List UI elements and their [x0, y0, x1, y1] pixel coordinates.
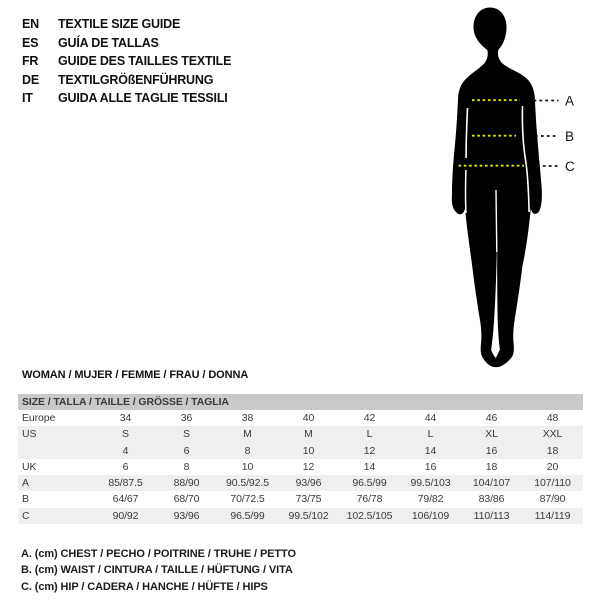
size-cell: 6	[122, 460, 129, 473]
language-row-es	[22, 34, 231, 53]
size-cell: 18	[485, 460, 498, 473]
row-label: US	[22, 428, 37, 441]
size-cell: 88/90	[173, 477, 200, 490]
size-cell: 90.5/92.5	[226, 477, 269, 490]
row-label: B	[22, 493, 29, 506]
size-cell: 12	[302, 460, 315, 473]
size-cell: 85/87.5	[108, 477, 143, 490]
language-row-fr	[22, 52, 231, 71]
table-row-waist-b	[18, 491, 583, 507]
size-cell: 10	[241, 460, 254, 473]
size-cell: 90/92	[112, 509, 139, 522]
size-cell: 40	[302, 412, 315, 424]
size-cell: 48	[546, 412, 559, 424]
size-cell: 106/109	[411, 509, 450, 522]
language-row-it	[22, 89, 231, 108]
measurement-notes	[21, 546, 296, 595]
hip-label-c: C	[565, 159, 575, 174]
language-code: ES	[22, 35, 39, 50]
size-cell: S	[122, 428, 129, 441]
language-code: IT	[22, 91, 33, 105]
language-guide-block	[22, 15, 231, 108]
row-label: A	[22, 477, 29, 490]
size-cell: 34	[119, 412, 132, 424]
language-title: TEXTILGRÖßENFÜHRUNG	[58, 72, 214, 87]
size-cell: 83/86	[478, 493, 505, 506]
size-cell: S	[183, 428, 190, 441]
note-waist: B. (cm) WAIST / CINTURA / TAILLE / HÜFTUNG / VITA	[21, 564, 293, 577]
size-cell: 102.5/105	[346, 509, 393, 522]
size-cell: 107/110	[534, 477, 571, 490]
size-cell: 4	[122, 444, 129, 457]
language-title: GUIDE DES TAILLES TEXTILE	[58, 54, 232, 68]
size-cell: 10	[302, 444, 315, 457]
size-cell: 114/119	[534, 509, 571, 522]
section-title: WOMAN / MUJER / FEMME / FRAU / DONNA	[22, 369, 249, 381]
size-cell: 76/78	[356, 493, 383, 506]
size-table	[18, 394, 583, 524]
size-cell: 68/70	[173, 493, 200, 506]
size-cell: 6	[183, 444, 190, 457]
language-title: GUÍA DE TALLAS	[58, 35, 159, 50]
table-row-uk	[18, 459, 583, 475]
size-cell: 14	[424, 444, 437, 457]
table-row-europe	[18, 410, 583, 426]
row-label: C	[22, 509, 30, 522]
chest-label-a: A	[565, 93, 575, 109]
table-row-us-number	[18, 443, 583, 459]
woman-silhouette-figure	[425, 0, 600, 380]
size-cell: L	[366, 428, 373, 441]
note-chest: A. (cm) CHEST / PECHO / POITRINE / TRUHE / PETTO	[21, 548, 296, 560]
size-cell: 87/90	[539, 493, 566, 506]
language-title: GUIDA ALLE TAGLIE TESSILI	[58, 91, 228, 105]
size-cell: 79/82	[417, 493, 444, 506]
size-cell: 70/72.5	[230, 493, 265, 506]
size-cell: 73/75	[295, 493, 322, 506]
size-cell: 93/96	[173, 509, 200, 522]
row-label: Europe	[22, 412, 56, 424]
size-cell: 16	[485, 444, 498, 457]
table-row-hip-c	[18, 508, 583, 524]
row-label	[18, 443, 95, 459]
language-code: FR	[22, 54, 39, 68]
size-cell: 93/96	[295, 477, 322, 490]
size-cell: M	[243, 428, 252, 441]
size-cell: 96.5/99	[230, 509, 265, 522]
size-cell: 46	[485, 412, 498, 424]
waist-label-b: B	[565, 129, 575, 144]
size-cell: 110/113	[473, 509, 510, 522]
language-code: DE	[22, 72, 39, 87]
size-cell: M	[304, 428, 313, 441]
size-cell: 14	[363, 460, 376, 473]
size-cell: 38	[241, 412, 254, 424]
size-cell: 42	[363, 412, 376, 424]
size-cell: 12	[363, 444, 376, 457]
table-row-us-letter	[18, 426, 583, 442]
size-cell: 36	[180, 412, 193, 424]
size-cell: L	[427, 428, 434, 441]
table-row-chest-a	[18, 475, 583, 491]
language-row-de	[22, 71, 231, 90]
note-hip: C. (cm) HIP / CADERA / HANCHE / HÜFTE / HIPS	[21, 580, 268, 593]
size-cell: XL	[485, 428, 498, 441]
size-cell: 44	[424, 412, 437, 424]
size-cell: 104/107	[472, 477, 511, 490]
size-cell: XXL	[542, 428, 563, 441]
size-cell: 8	[183, 460, 190, 473]
size-cell: 96.5/99	[352, 477, 387, 490]
size-cell: 64/67	[112, 493, 139, 506]
size-cell: 18	[546, 444, 559, 457]
size-cell: 16	[424, 460, 437, 473]
language-row-en	[22, 15, 231, 34]
row-label: UK	[22, 460, 37, 473]
size-cell: 20	[546, 460, 559, 473]
size-table-header: SIZE / TALLA / TAILLE / GRÖSSE / TAGLIA	[18, 394, 583, 410]
language-code: EN	[22, 17, 39, 31]
language-title: TEXTILE SIZE GUIDE	[58, 17, 181, 31]
size-cell: 99.5/103	[410, 477, 451, 490]
size-cell: 99.5/102	[288, 509, 329, 522]
size-cell: 8	[244, 444, 251, 457]
